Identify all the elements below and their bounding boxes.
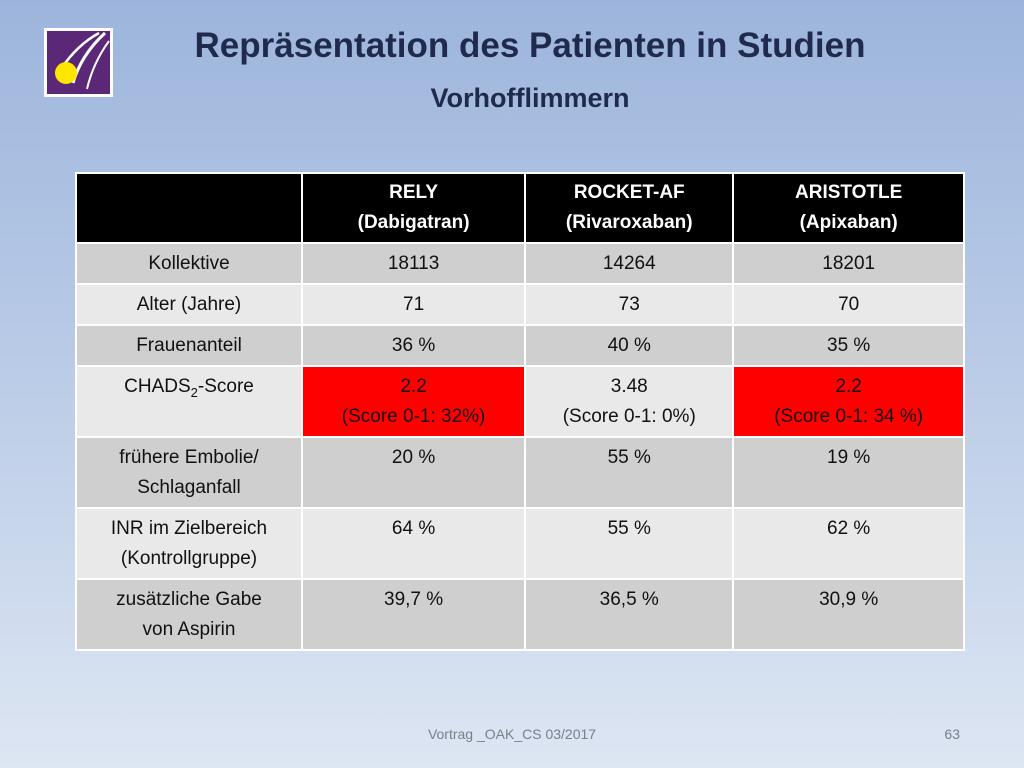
table-cell: 40 % bbox=[525, 325, 733, 366]
table-row-frauenanteil bbox=[76, 325, 964, 366]
table-cell: 73 bbox=[525, 284, 733, 325]
header-aristotle bbox=[733, 173, 964, 243]
row-label-suffix: -Score bbox=[197, 376, 254, 397]
row-label bbox=[76, 366, 302, 437]
row-label-line: INR im Zielbereich bbox=[110, 518, 268, 539]
table-cell: 18201 bbox=[733, 243, 964, 284]
slide-subtitle: Vorhofflimmern bbox=[430, 83, 630, 113]
table-cell: 64 % bbox=[302, 508, 525, 579]
table-cell: 55 % bbox=[525, 508, 733, 579]
row-label-line: (Kontrollgruppe) bbox=[120, 548, 258, 569]
table-cell: 19 % bbox=[733, 437, 964, 508]
header-aristotle-drug: (Apixaban) bbox=[799, 212, 898, 233]
table-cell: 62 % bbox=[733, 508, 964, 579]
table-cell: 18113 bbox=[302, 243, 525, 284]
cell-note: (Score 0-1: 34 %) bbox=[774, 406, 924, 427]
row-label bbox=[76, 508, 302, 579]
header-rocket-drug: (Rivaroxaban) bbox=[565, 212, 693, 233]
table-row-alter bbox=[76, 284, 964, 325]
row-label-line: frühere Embolie/ bbox=[119, 447, 259, 468]
table-cell: 36 % bbox=[302, 325, 525, 366]
cell-note: (Score 0-1: 0%) bbox=[562, 406, 696, 427]
row-label-line: von Aspirin bbox=[142, 619, 236, 640]
row-label: Kollektive bbox=[76, 243, 302, 284]
row-label bbox=[76, 437, 302, 508]
slide-footer: Vortrag _OAK_CS 03/2017 bbox=[427, 726, 597, 742]
row-label-main: CHADS bbox=[124, 376, 191, 397]
table-row-aspirin bbox=[76, 579, 964, 650]
table-cell: 14264 bbox=[525, 243, 733, 284]
logo-icon bbox=[43, 27, 114, 98]
cell-value: 3.48 bbox=[610, 376, 648, 397]
row-label-line: Schlaganfall bbox=[137, 477, 241, 498]
table-row-inr bbox=[76, 508, 964, 579]
table-cell: 55 % bbox=[525, 437, 733, 508]
row-label-subscript: 2 bbox=[190, 384, 198, 400]
cell-note: (Score 0-1: 32%) bbox=[341, 406, 486, 427]
row-label: Frauenanteil bbox=[76, 325, 302, 366]
table-cell: 20 % bbox=[302, 437, 525, 508]
slide-title: Repräsentation des Patienten in Studien bbox=[194, 26, 866, 65]
table-cell: 70 bbox=[733, 284, 964, 325]
table-cell-highlighted bbox=[302, 366, 525, 437]
table-cell: 36,5 % bbox=[525, 579, 733, 650]
page-number: 63 bbox=[944, 726, 960, 742]
row-label: Alter (Jahre) bbox=[76, 284, 302, 325]
row-label-line: zusätzliche Gabe bbox=[116, 589, 262, 610]
header-rely-drug: (Dabigatran) bbox=[357, 212, 470, 233]
comparison-table bbox=[75, 172, 965, 651]
header-rocket-name: ROCKET-AF bbox=[573, 182, 685, 203]
table-row-embolie bbox=[76, 437, 964, 508]
table-cell bbox=[525, 366, 733, 437]
table-cell-highlighted bbox=[733, 366, 964, 437]
header-rely bbox=[302, 173, 525, 243]
header-rocket-af bbox=[525, 173, 733, 243]
header-rely-name: RELY bbox=[389, 182, 439, 203]
table-row-kollektive bbox=[76, 243, 964, 284]
header-corner-cell bbox=[76, 173, 302, 243]
table-cell: 71 bbox=[302, 284, 525, 325]
logo bbox=[43, 27, 114, 98]
table-cell: 30,9 % bbox=[733, 579, 964, 650]
table-header-row bbox=[76, 173, 964, 243]
cell-value: 2.2 bbox=[400, 376, 427, 397]
row-label bbox=[76, 579, 302, 650]
cell-value: 2.2 bbox=[835, 376, 862, 397]
header-aristotle-name: ARISTOTLE bbox=[795, 182, 903, 203]
table-cell: 39,7 % bbox=[302, 579, 525, 650]
table-cell: 35 % bbox=[733, 325, 964, 366]
table-row-chads2 bbox=[76, 366, 964, 437]
